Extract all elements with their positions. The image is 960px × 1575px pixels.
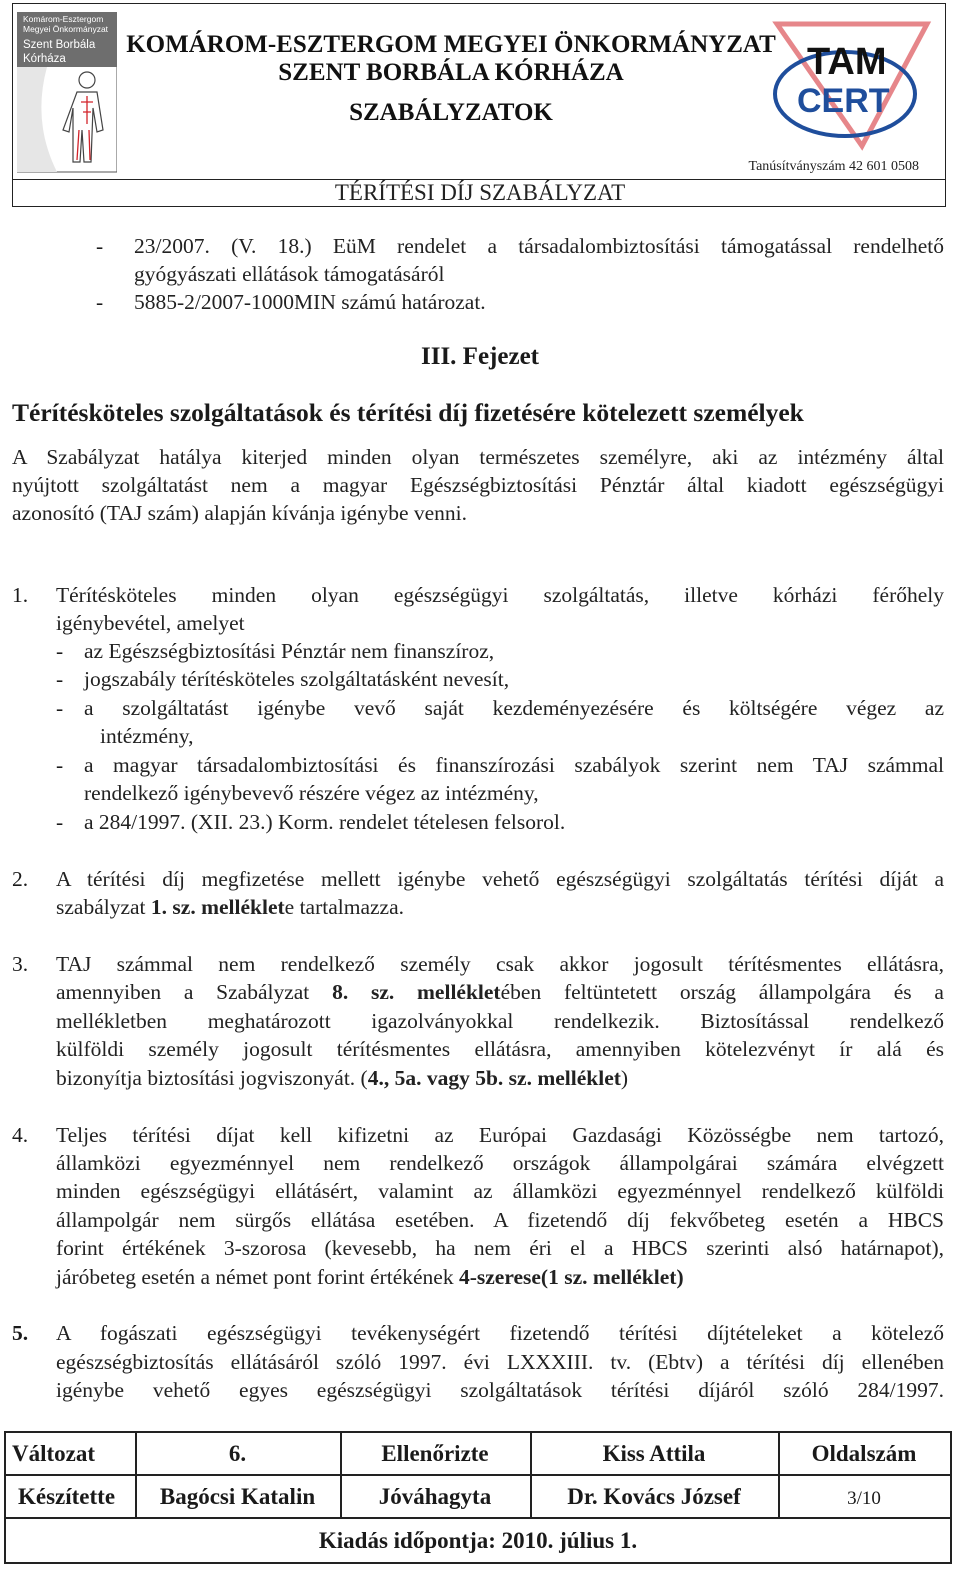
intro-line-2: nyújtott szolgáltatást nem a magyar Egészségbiztosítási Pénztár által kiadott egészségügyi — [12, 473, 944, 497]
list-dash: - — [96, 234, 104, 258]
footer-row-divider — [6, 1517, 950, 1519]
p4-line-4: állampolgár nem sürgős ellátása esetében. A fizetendő díj fekvőbeteg esetén a HBCS — [56, 1208, 944, 1232]
footer-approved-label: Jóváhagyta — [378, 1484, 492, 1509]
p1-bullet-4-line-1: a magyar társadalombiztosítási és finanszírozási szabályok szerint nem TAJ számmal — [84, 753, 944, 777]
list-dash: - — [56, 639, 64, 663]
footer-version-value: 6. — [228, 1441, 247, 1466]
footer-prepared-label: Készítette — [18, 1484, 116, 1509]
header-title-line-3: SZABÁLYZATOK — [349, 99, 553, 126]
p1-line-2: igénybevétel, amelyet — [56, 611, 245, 635]
list-dash: - — [96, 290, 104, 314]
header-title-line-2: SZENT BORBÁLA KÓRHÁZA — [278, 59, 624, 86]
p3-line-3: mellékletben meghatározott igazolványokkal rendelkezik. Biztosítással rendelkező — [56, 1009, 944, 1033]
footer-page-value: 3/10 — [847, 1488, 881, 1509]
document-footer-table — [4, 1431, 952, 1564]
p4-line-1: Teljes térítési díjat kell kifizetni az Európai Gazdasági Közösségbe nem tartozó, — [56, 1123, 944, 1147]
p3-line-4: külföldi személy jogosult térítésmentes ellátásra, amennyiben kötelezvényt ír alá és — [56, 1037, 944, 1061]
p4-line-5: forint értékének 3-szorosa (kevesebb, ha nem éri el a HBCS szerinti alsó határnapot), — [56, 1236, 944, 1260]
document-header — [12, 3, 946, 207]
header-title-line-1: KOMÁROM-ESZTERGOM MEGYEI ÖNKORMÁNYZAT — [126, 31, 776, 58]
document-title: TÉRÍTÉSI DÍJ SZABÁLYZAT — [334, 180, 626, 205]
p5-line-3: igénybe vehető egyes egészségügyi szolgáltatások térítési díjáról szóló 284/1997. — [56, 1378, 944, 1402]
hospital-logo — [17, 12, 117, 172]
reference-1-line-2: gyógyászati ellátások támogatásáról — [134, 262, 445, 286]
footer-checked-label: Ellenőrizte — [381, 1441, 489, 1466]
p4-line-2: államközi egyezménnyel nem rendelkező országok állampolgárai számára elvégzett — [56, 1151, 944, 1175]
paragraph-number-1: 1. — [12, 583, 29, 607]
list-dash: - — [56, 667, 64, 691]
svg-text:Szent Borbála: Szent Borbála — [23, 39, 96, 51]
tam-cert-logo — [767, 16, 937, 156]
svg-text:CERT: CERT — [797, 82, 890, 120]
svg-text:Megyei Önkormányzat: Megyei Önkormányzat — [23, 24, 109, 34]
p1-bullet-4-line-2: rendelkező igénybevevő részére végez az intézmény, — [84, 781, 539, 805]
svg-text:TAM: TAM — [807, 41, 887, 83]
svg-text:Kórháza: Kórháza — [23, 53, 66, 65]
p1-bullet-2: jogszabály térítésköteles szolgáltatásként nevesít, — [84, 667, 510, 691]
paragraph-number-4: 4. — [12, 1123, 29, 1147]
section-heading: Térítésköteles szolgáltatások és térítési díj fizetésére kötelezett személyek — [12, 398, 804, 427]
list-dash: - — [56, 696, 64, 720]
intro-line-1: A Szabályzat hatálya kiterjed minden olyan természetes személyre, aki az intézmény által — [12, 445, 944, 469]
p1-bullet-5: a 284/1997. (XII. 23.) Korm. rendelet tételesen felsorol. — [84, 810, 566, 834]
footer-prepared-value: Bagócsi Katalin — [159, 1484, 316, 1509]
reference-1-line-1: 23/2007. (V. 18.) EüM rendelet a társadalombiztosítási támogatással rendelhető — [134, 234, 944, 258]
p4-line-6: járóbeteg esetén a német pont forint értékének 4-szerese(1 sz. melléklet) — [56, 1265, 684, 1289]
p2-line-2: szabályzat 1. sz. melléklete tartalmazza. — [56, 895, 405, 919]
chapter-heading: III. Fejezet — [421, 343, 539, 370]
list-dash: - — [56, 753, 64, 777]
footer-row-divider — [6, 1474, 950, 1476]
p2-line-1: A térítési díj megfizetése mellett igénybe vehető egészségügyi szolgáltatás térítési díját a — [56, 867, 944, 891]
p3-line-2: amennyiben a Szabályzat 8. sz. mellékletében feltüntetett ország állampolgára és a — [56, 980, 944, 1004]
certificate-number: Tanúsítványszám 42 601 0508 — [748, 159, 919, 174]
footer-page-label: Oldalszám — [811, 1441, 917, 1466]
paragraph-number-2: 2. — [12, 867, 29, 891]
list-dash: - — [56, 810, 64, 834]
svg-text:Komárom-Esztergom: Komárom-Esztergom — [23, 14, 104, 24]
p1-bullet-3-line-2: intézmény, — [100, 724, 194, 748]
footer-approved-value: Dr. Kovács József — [567, 1484, 741, 1509]
p1-bullet-1: az Egészségbiztosítási Pénztár nem finanszíroz, — [84, 639, 495, 663]
p1-line-1: Térítésköteles minden olyan egészségügyi szolgáltatás, illetve kórházi férőhely — [56, 583, 944, 607]
p4-line-3: minden egészségügyi ellátásért, valamint az államközi egyezménnyel rendelkező külföldi — [56, 1179, 944, 1203]
p3-line-1: TAJ számmal nem rendelkező személy csak akkor jogosult térítésmentes ellátásra, — [56, 952, 944, 976]
footer-checked-value: Kiss Attila — [602, 1441, 706, 1466]
p1-bullet-3-line-1: a szolgáltatást igénybe vevő saját kezdeményezésére és költségére végez az — [84, 696, 944, 720]
paragraph-number-5: 5. — [12, 1321, 29, 1345]
paragraph-number-3: 3. — [12, 952, 29, 976]
p5-line-2: egészségbiztosítás ellátásáról szóló 1997. évi LXXXIII. tv. (Ebtv) a térítési díj ellenében — [56, 1350, 944, 1374]
footer-version-label: Változat — [12, 1441, 96, 1466]
p5-line-1: A fogászati egészségügyi tevékenységért fizetendő térítési díjtételeket a kötelező — [56, 1321, 944, 1345]
reference-2: 5885-2/2007-1000MIN számú határozat. — [134, 290, 486, 314]
footer-issue-date: Kiadás időpontja: 2010. július 1. — [318, 1528, 638, 1553]
intro-line-3: azonosító (TAJ szám) alapján kívánja igénybe venni. — [12, 501, 468, 525]
p3-line-5: bizonyítja biztosítási jogviszonyát. (4., 5a. vagy 5b. sz. melléklet) — [56, 1066, 629, 1090]
